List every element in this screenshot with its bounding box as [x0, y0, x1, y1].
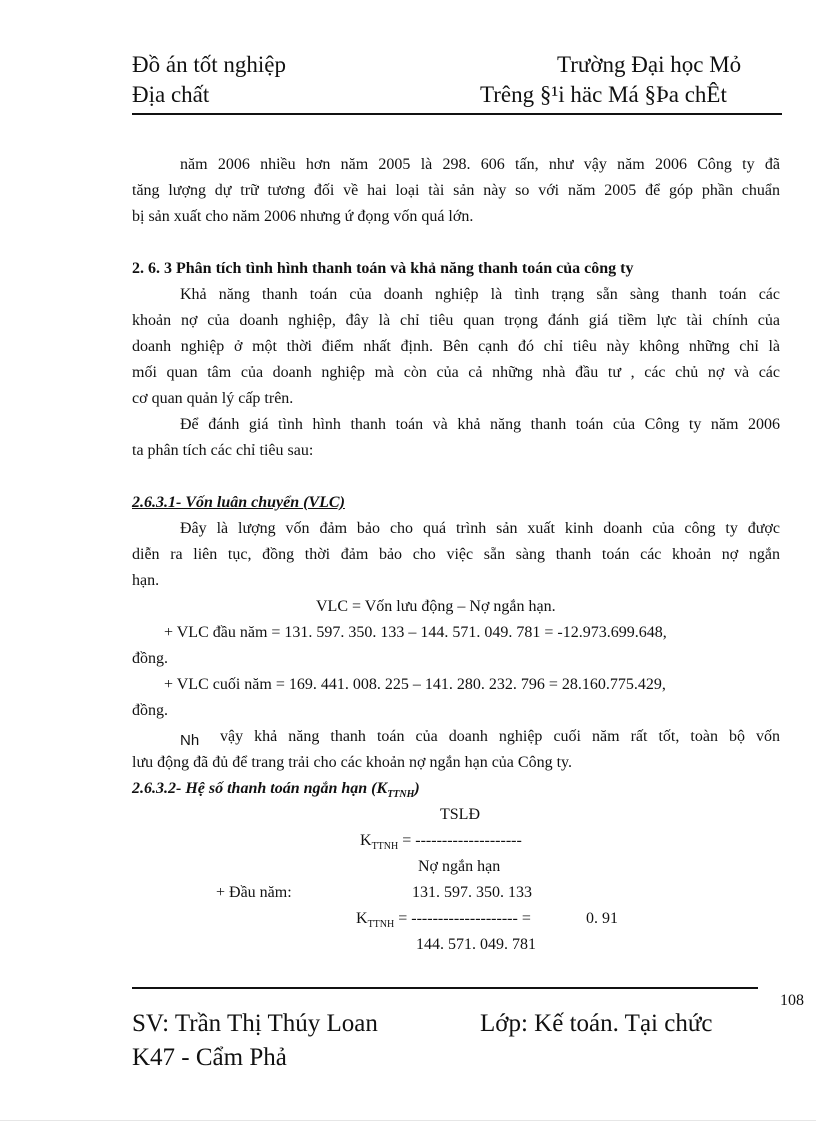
- heading-2-6-3-1: 2.6.3.1- Vốn luân chuyển (VLC): [132, 494, 345, 511]
- vlc-start: + VLC đầu năm = 131. 597. 350. 133 – 144. 571. 049. 781 = -12.973.699.648,: [164, 624, 667, 641]
- p3-line-2: ta phân tích các chỉ tiêu sau:: [132, 442, 314, 459]
- header-university: Trường Đại học Mỏ: [557, 52, 742, 77]
- footer-course: K47 - Cẩm Phả: [132, 1044, 287, 1071]
- page-edge-line: [0, 1120, 816, 1121]
- formula-k-ttnh: $K_{TTNH}$ = --------------------: [360, 832, 522, 852]
- footer-class: Lớp: Kế toán. Tại chức: [480, 1010, 713, 1037]
- footer-rule: [132, 987, 758, 989]
- page-number: 108: [780, 992, 804, 1009]
- p5-nh: Nh: [180, 732, 200, 749]
- formula-numerator: TSLĐ: [440, 806, 480, 823]
- p1-line-3: bị sản xuất cho năm 2006 nhưng ứ đọng vốn quá lớn.: [132, 208, 474, 225]
- p4-line-2: diễn ra liên tục, đồng thời đảm bảo cho việc sẵn sàng thanh toán các khoản nợ ngắn: [132, 546, 780, 563]
- header-rule: [132, 113, 782, 115]
- p5-line-1: vậy khả năng thanh toán của doanh nghiệp cuối năm rất tốt, toàn bộ vốn: [220, 728, 780, 745]
- p1-line-1: năm 2006 nhiều hơn năm 2005 là 298. 606 tấn, như vậy năm 2006 Công ty đã: [180, 156, 780, 173]
- vlc-start-unit: đồng.: [132, 650, 168, 667]
- vlc-end-unit: đồng.: [132, 702, 168, 719]
- p1-line-2: tăng lượng dự trữ tương đối về hai loại tài sản này so với năm 2005 để góp phần chuẩn: [132, 182, 780, 199]
- p3-line-1: Để đánh giá tình hình thanh toán và khả năng thanh toán của Công ty năm 2006: [180, 416, 780, 433]
- footer-student: SV: Trần Thị Thúy Loan: [132, 1010, 378, 1037]
- formula-dau-nam-label: + Đầu năm:: [216, 884, 292, 901]
- formula-denominator: Nợ ngắn hạn: [418, 858, 501, 875]
- p4-line-1: Đây là lượng vốn đảm bảo cho quá trình sản xuất kinh doanh của công ty được: [180, 520, 780, 537]
- p4-line-3: hạn.: [132, 572, 160, 589]
- p2-line-2: khoản nợ của doanh nghiệp, đây là chỉ tiêu quan trọng đánh giá tiềm lực tài chính của: [132, 312, 780, 329]
- header-doc-title: Đồ án tốt nghiệp: [132, 52, 286, 77]
- header-faculty: Địa chất: [132, 82, 210, 107]
- p5-line-2: lưu động đã đủ để trang trải cho các khoản nợ ngắn hạn của Công ty.: [132, 754, 572, 771]
- p2-line-3: doanh nghiệp ở một thời điểm nhất định. Bên cạnh đó chỉ tiêu này không những chỉ là: [132, 338, 780, 355]
- formula-k-ttnh-2: $K_{TTNH}$ = -------------------- =: [356, 910, 531, 930]
- vlc-end: + VLC cuối năm = 169. 441. 008. 225 – 141. 280. 232. 796 = 28.160.775.429,: [164, 676, 666, 693]
- heading-2-6-3-2: 2.6.3.2- Hệ số thanh toán ngắn hạn $(K_{TTNH})$: [132, 780, 420, 800]
- formula-num-value: 131. 597. 350. 133: [412, 884, 532, 901]
- p2-line-5: cơ quan quản lý cấp trên.: [132, 390, 294, 407]
- p2-line-4: mối quan tâm của doanh nghiệp mà còn của cả những nhà đầu tư , các chủ nợ và các: [132, 364, 780, 381]
- formula-den-value: 144. 571. 049. 781: [416, 936, 536, 953]
- vlc-formula: VLC = Vốn lưu động – Nợ ngắn hạn.: [316, 598, 556, 615]
- header-university-encoded: Trêng §¹i häc Má §Þa chÊt: [480, 82, 727, 107]
- p2-line-1: Khả năng thanh toán của doanh nghiệp là tình trạng sẵn sàng thanh toán các: [180, 286, 780, 303]
- heading-2-6-3: 2. 6. 3 Phân tích tình hình thanh toán và khả năng thanh toán của công ty: [132, 260, 634, 277]
- formula-result: 0. 91: [586, 910, 618, 927]
